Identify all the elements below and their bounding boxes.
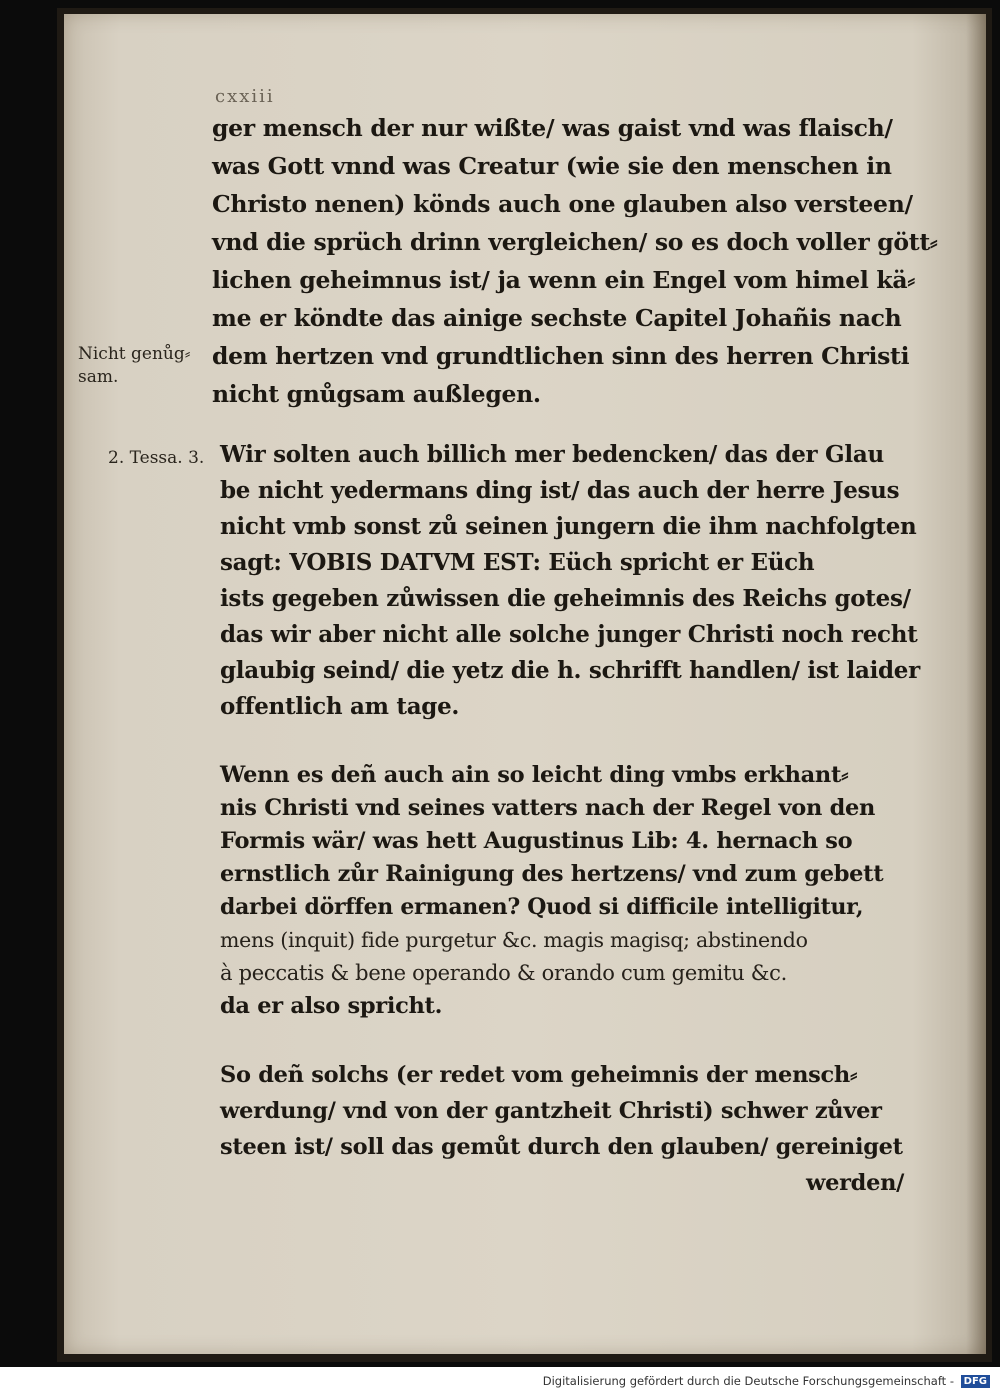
text-line-25: So deñ solchs (er redet vom geheimnis der mensch⸗ <box>220 1062 858 1088</box>
text-line-20: ernstlich zůr Rainigung des hertzens/ vnd zum gebett <box>220 861 884 887</box>
text-line-21: darbei dörffen ermanen? Quod si difficile intelligitur, <box>220 894 864 920</box>
text-line-13: ists gegeben zůwissen die geheimnis des Reichs gotes/ <box>220 585 911 612</box>
text-line-9: Wir solten auch billich mer bedencken/ das der Glau <box>220 441 884 468</box>
text-line-28: werden/ <box>806 1170 905 1196</box>
margin-note-3: 2. Tessa. 3. <box>108 448 205 468</box>
text-line-15: glaubig seind/ die yetz die h. schrifft handlen/ ist laider <box>220 657 920 684</box>
text-line-8: nicht gnůgsam außlegen. <box>212 380 541 408</box>
text-line-27: steen ist/ soll das gemůt durch den glauben/ gereiniget <box>220 1134 903 1160</box>
text-line-18: nis Christi vnd seines vatters nach der Regel von den <box>220 795 876 821</box>
text-line-26: werdung/ vnd von der gantzheit Christi) schwer zůver <box>220 1098 882 1124</box>
text-line-6: me er köndte das ainige sechste Capitel Johañis nach <box>212 304 902 332</box>
footer-credit <box>543 1374 990 1388</box>
footer-credit-text: Digitalisierung gefördert durch die Deutsche Forschungsgemeinschaft - <box>542 1374 954 1388</box>
margin-note-1: Nicht genůg⸗ <box>78 344 191 364</box>
text-line-3: Christo nenen) könds auch one glauben also versteen/ <box>212 190 913 218</box>
text-line-19: Formis wär/ was hett Augustinus Lib: 4. hernach so <box>220 828 853 854</box>
text-line-11: nicht vmb sonst zů seinen jungern die ihm nachfolgten <box>220 513 917 540</box>
text-line-14: das wir aber nicht alle solche junger Christi noch recht <box>220 621 918 648</box>
text-line-5: lichen geheimnus ist/ ja wenn ein Engel vom himel kä⸗ <box>212 266 915 294</box>
footer-bar <box>0 1367 1000 1393</box>
text-line-7: dem hertzen vnd grundtlichen sinn des herren Christi <box>212 342 910 370</box>
text-line-24: da er also spricht. <box>220 993 443 1019</box>
text-line-10: be nicht yedermans ding ist/ das auch der herre Jesus <box>220 477 900 504</box>
text-line-23: à peccatis & bene operando & orando cum gemitu &c. <box>220 961 787 985</box>
text-line-22: mens (inquit) fide purgetur &c. magis magisq; abstinendo <box>220 928 808 952</box>
dfg-logo-icon: DFG <box>961 1375 990 1388</box>
text-line-16: offentlich am tage. <box>220 693 460 720</box>
text-line-12: sagt: VOBIS DATVM EST: Eüch spricht er Eüch <box>220 549 815 576</box>
text-line-2: was Gott vnnd was Creatur (wie sie den menschen in <box>212 152 892 180</box>
page-spine-shadow <box>966 14 986 1354</box>
text-line-17: Wenn es deñ auch ain so leicht ding vmbs erkhant⸗ <box>220 762 849 788</box>
text-line-1: ger mensch der nur wißte/ was gaist vnd was flaisch/ <box>212 114 893 142</box>
page-header-mark: cxxiii <box>215 86 275 107</box>
text-line-4: vnd die sprüch drinn vergleichen/ so es doch voller gött⸗ <box>212 228 938 256</box>
margin-note-2: sam. <box>78 367 119 387</box>
